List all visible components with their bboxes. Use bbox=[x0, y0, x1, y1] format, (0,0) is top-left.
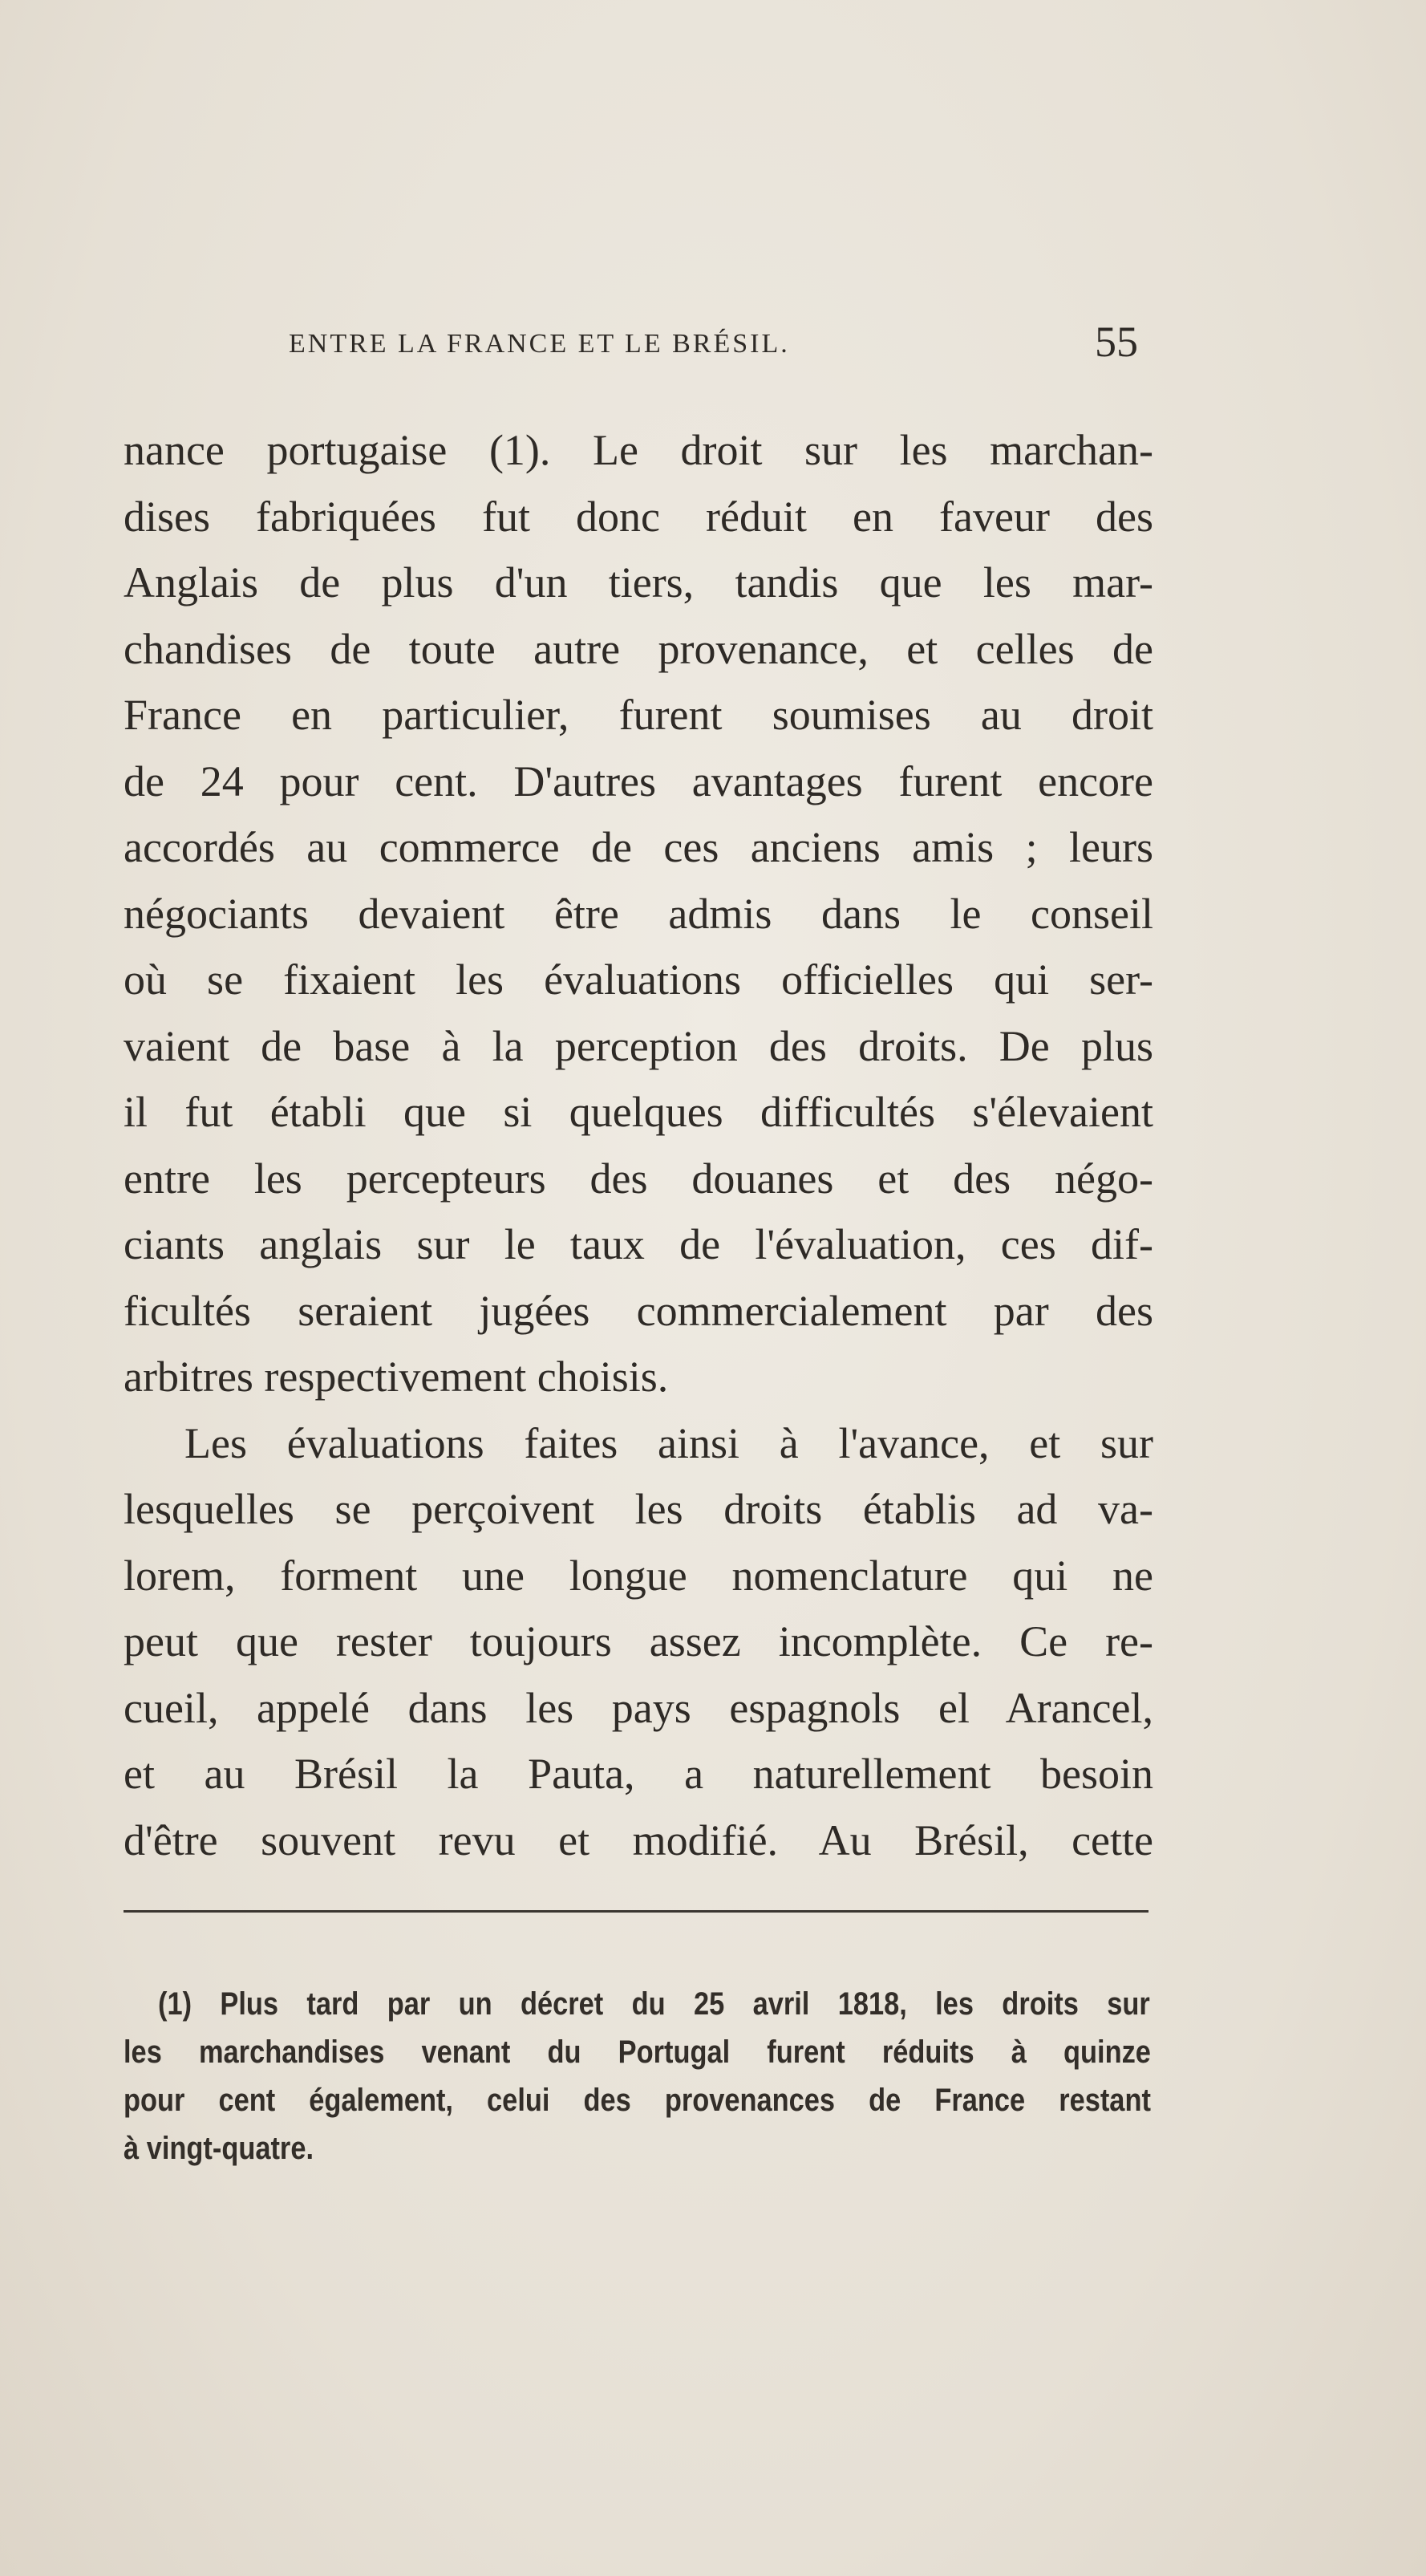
text-line: peut que rester toujours assez incomplète. Ce re- bbox=[124, 1617, 1153, 1665]
text-line: et au Brésil la Pauta, a naturellement besoin bbox=[124, 1750, 1153, 1798]
text-line: de 24 pour cent. D'autres avantages furent encore bbox=[124, 757, 1153, 805]
footnote-line: à vingt-quatre. bbox=[124, 2131, 314, 2166]
text-line: France en particulier, furent soumises au droit bbox=[124, 691, 1153, 739]
text-line: dises fabriquées fut donc réduit en faveur des bbox=[124, 492, 1153, 541]
footnote-rule bbox=[124, 1910, 1148, 1913]
footnote-line: (1) Plus tard par un décret du 25 avril 1818, les droits sur bbox=[158, 1986, 1150, 2022]
text-line: où se fixaient les évaluations officielles qui ser- bbox=[124, 955, 1153, 1004]
footnote-line: les marchandises venant du Portugal furent réduits à quinze bbox=[124, 2034, 1151, 2070]
text-line: ficultés seraient jugées commercialement par des bbox=[124, 1286, 1153, 1335]
text-line: chandises de toute autre provenance, et celles de bbox=[124, 624, 1153, 673]
text-line: nance portugaise (1). Le droit sur les marchan- bbox=[124, 426, 1153, 474]
text-line: d'être souvent revu et modifié. Au Brésil, cette bbox=[124, 1815, 1153, 1864]
text-line: cueil, appelé dans les pays espagnols el Arancel, bbox=[124, 1683, 1153, 1732]
text-line: il fut établi que si quelques difficultés s'élevaient bbox=[124, 1088, 1153, 1136]
text-line: accordés au commerce de ces anciens amis ; leurs bbox=[124, 823, 1153, 871]
text-line: Anglais de plus d'un tiers, tandis que les mar- bbox=[124, 558, 1153, 606]
text-line: négociants devaient être admis dans le conseil bbox=[124, 889, 1153, 938]
text-line: entre les percepteurs des douanes et des négo- bbox=[124, 1154, 1153, 1203]
page-number: 55 bbox=[1095, 318, 1138, 366]
text-line: lesquelles se perçoivent les droits établis ad va- bbox=[124, 1485, 1153, 1533]
body-text bbox=[124, 417, 1153, 1873]
text-line: arbitres respectivement choisis. bbox=[124, 1353, 669, 1401]
text-line: Les évaluations faites ainsi à l'avance, et sur bbox=[184, 1418, 1153, 1467]
text-line: lorem, forment une longue nomenclature qui ne bbox=[124, 1551, 1153, 1600]
footnote bbox=[124, 1980, 1153, 2172]
text-line: vaient de base à la perception des droits. De plus bbox=[124, 1021, 1153, 1070]
footnote-line: pour cent également, celui des provenances de France restant bbox=[124, 2083, 1151, 2118]
text-line: ciants anglais sur le taux de l'évaluation, ces dif- bbox=[124, 1220, 1153, 1268]
running-title: ENTRE LA FRANCE ET LE BRÉSIL. bbox=[289, 329, 790, 359]
